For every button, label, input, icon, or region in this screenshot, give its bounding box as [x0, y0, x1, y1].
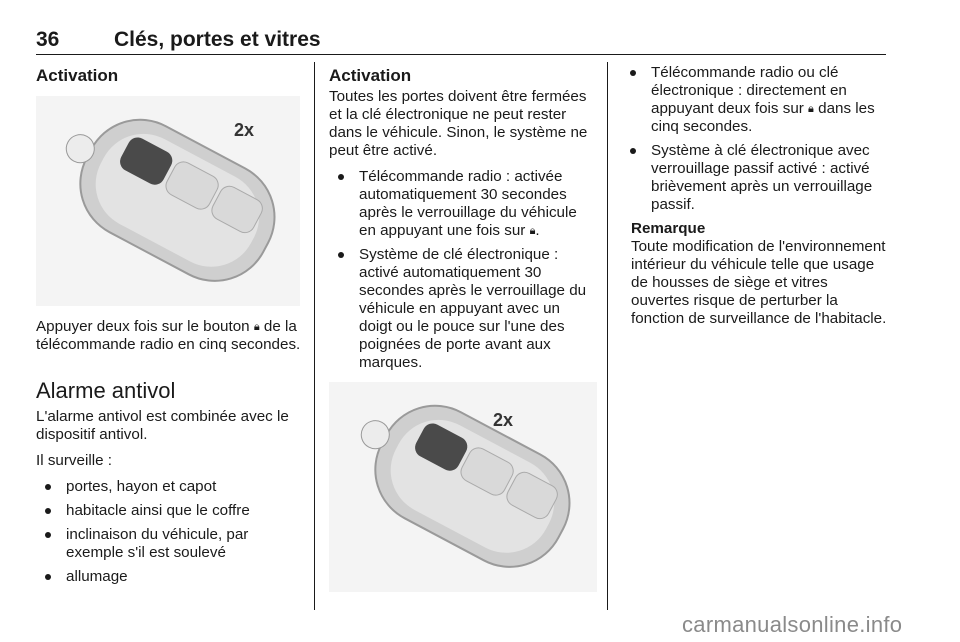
list-item: Système de clé électronique : activé automatiquement 30 secondes après le verrouillage du véhicule en appuyant avec un doigt ou le pouce sur l'une des poignées de porte avant aux marques. — [329, 246, 597, 372]
section-heading: Alarme antivol — [36, 378, 176, 403]
activation-list-continued — [621, 64, 889, 214]
list-item: portes, hayon et capot — [36, 478, 301, 496]
list-item: allumage — [36, 568, 301, 586]
list-item: Système à clé électronique avec verrouillage passif activé : activé brièvement après un verrouillage passif. — [621, 142, 889, 214]
watermark: carmanualsonline.info — [682, 612, 903, 637]
page-header — [36, 28, 886, 55]
remote-key-illustration — [329, 382, 597, 592]
list-item: habitacle ainsi que le coffre — [36, 502, 301, 520]
remote-key-icon — [329, 382, 597, 592]
note-title: Remarque — [631, 220, 706, 237]
column-3 — [621, 64, 889, 328]
section-intro: L'alarme antivol est combinée avec le dispositif antivol. — [36, 408, 289, 443]
column-1 — [36, 64, 301, 592]
activation-heading: Activation — [36, 66, 119, 85]
list-item: inclinaison du véhicule, par exemple s'il est soulevé — [36, 526, 301, 562]
column-divider — [607, 62, 608, 610]
monitors-list — [36, 478, 301, 586]
activation-list — [329, 168, 597, 372]
remote-key-illustration — [36, 96, 300, 306]
svg-text:2x: 2x — [234, 120, 255, 140]
page-number: 36 — [36, 28, 60, 51]
lock-icon: 🔒︎ — [529, 225, 536, 237]
page-title: Clés, portes et vitres — [114, 28, 321, 51]
activation-intro: Toutes les portes doivent être fermées et la clé électronique ne peut rester dans le véhicule. Sinon, le système ne peut être activé. — [329, 88, 588, 159]
column-2 — [329, 64, 597, 592]
list-item: Télécommande radio : activée automatiquement 30 secondes après le verrouillage du véhicule en appuyant une fois sur 🔒︎. — [329, 168, 597, 240]
svg-text:2x: 2x — [493, 410, 514, 430]
remote-key-icon — [36, 96, 300, 306]
list-item: Télécommande radio ou clé électronique : directement en appuyant deux fois sur 🔒︎ dans les cinq secondes. — [621, 64, 889, 136]
column-divider — [314, 62, 315, 610]
activation-heading: Activation — [329, 66, 412, 85]
monitors-label: Il surveille : — [36, 452, 112, 469]
lock-icon: 🔒︎ — [253, 321, 260, 333]
note-body: Toute modification de l'environnement intérieur du véhicule telle que usage de housses de siège et vitres ouvertes risque de perturber la fonction de surveillance de l'habitacle. — [631, 238, 887, 327]
lock-icon: 🔒︎ — [808, 103, 814, 115]
caption-text: Appuyer deux fois sur le bouton 🔒︎ de la télécommande radio en cinq secondes. — [36, 318, 301, 353]
